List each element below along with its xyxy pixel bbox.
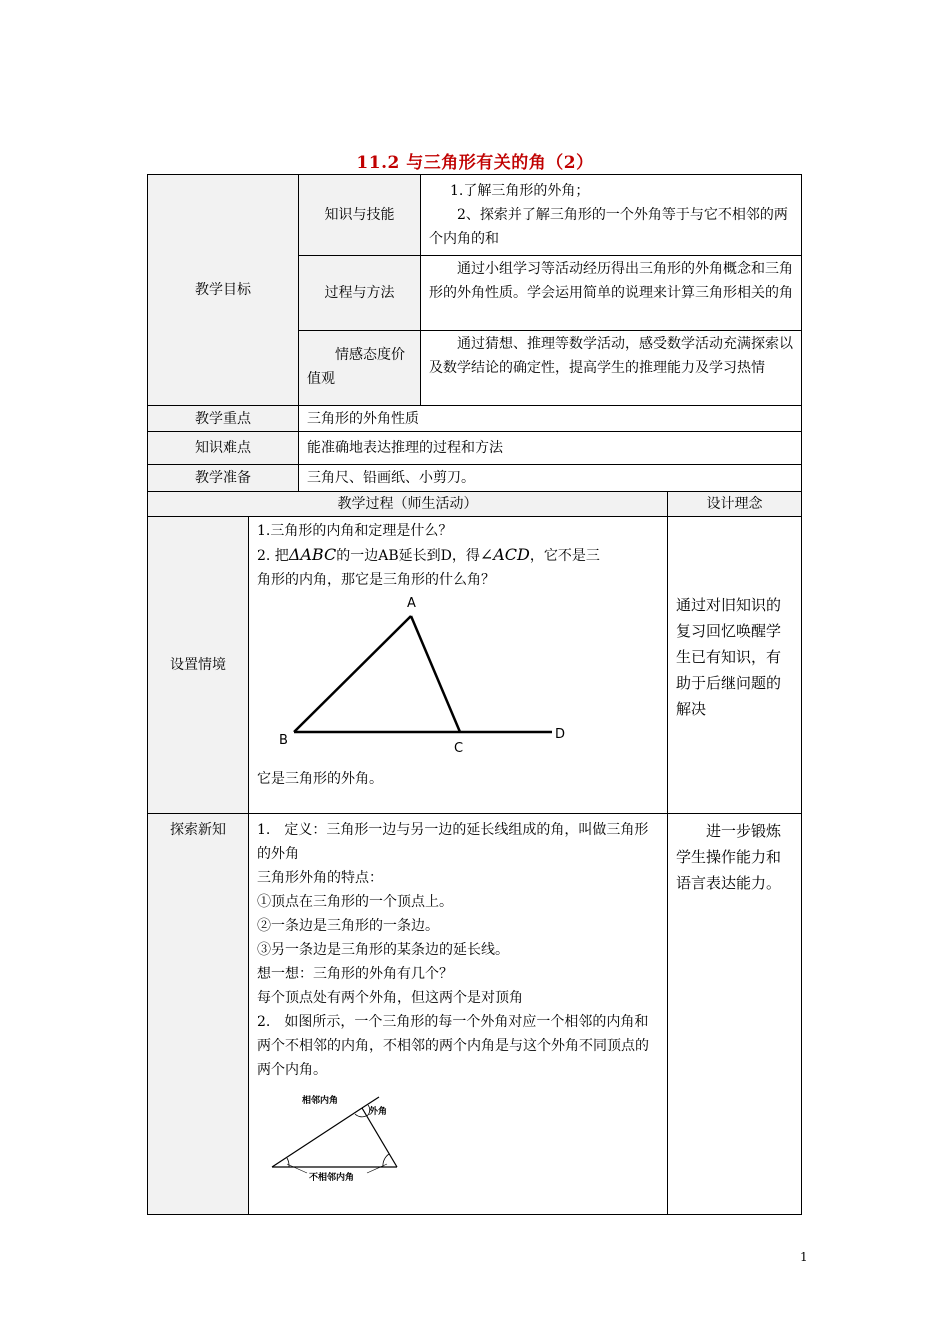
label-adjacent-interior-angle: 相邻内角 (302, 1096, 339, 1106)
difficulty-value: 能准确地表达推理的过程和方法 (298, 431, 802, 465)
triangle-abc-figure (274, 592, 584, 757)
situation-concept: 通过对旧知识的复习回忆唤醒学生已有知识，有助于后继问题的解决 (667, 516, 802, 814)
explore-feature-2: ②一条边是三角形的一条边。 (257, 918, 439, 934)
explore-label: 探索新知 (147, 813, 249, 1215)
explore-content (248, 813, 668, 1215)
label-non-adjacent-angles: 不相邻内角 (309, 1173, 355, 1183)
page-title: 11.2 与三角形有关的角（2） (356, 153, 594, 173)
objective-label-attitude: 情感态度价值观 (298, 330, 421, 406)
vertex-label-c: C (454, 741, 464, 756)
objective-knowledge-line2: 2、探索并了解三角形的一个外角等于与它不相邻的两个内角的和 (429, 207, 788, 247)
point-label-d: D (555, 727, 566, 742)
situation-content (248, 516, 668, 814)
exterior-angle-figure (267, 1092, 417, 1184)
objective-label-process: 过程与方法 (298, 255, 421, 331)
objectives-label: 教学目标 (147, 174, 299, 406)
explore-feature-1: ①顶点在三角形的一个顶点上。 (257, 894, 453, 910)
preparation-value: 三角尺、铅画纸、小剪刀。 (298, 464, 802, 492)
vertex-label-a: A (407, 596, 416, 611)
situation-question-1: 1.三角形的内角和定理是什么？ (257, 523, 453, 539)
explore-think-question: 想一想：三角形的外角有几个？ (257, 966, 453, 982)
situation-label: 设置情境 (147, 516, 249, 814)
objective-knowledge-line1: 1.了解三角形的外角； (450, 183, 590, 199)
page-number: 1 (800, 1250, 808, 1264)
objective-process: 通过小组学习等活动经历得出三角形的外角概念和三角形的外角性质。学会运用简单的说理来计算三角形相关的角 (420, 255, 802, 331)
explore-features-heading: 三角形外角的特点： (257, 870, 383, 886)
explore-concept: 进一步锻炼学生操作能力和语言表达能力。 (667, 813, 802, 1215)
difficulty-label: 知识难点 (147, 431, 299, 465)
explore-feature-3: ③另一条边是三角形的某条边的延长线。 (257, 942, 509, 958)
key-point-value: 三角形的外角性质 (298, 405, 802, 432)
objective-knowledge (420, 174, 802, 256)
objective-label-knowledge: 知识与技能 (298, 174, 421, 256)
situation-answer: 它是三角形的外角。 (257, 771, 383, 787)
explore-think-answer: 每个顶点处有两个外角，但这两个是对顶角 (257, 990, 523, 1006)
preparation-label: 教学准备 (147, 464, 299, 492)
key-point-label: 教学重点 (147, 405, 299, 432)
vertex-label-b: B (279, 733, 288, 748)
explore-property: 2. 如图所示，一个三角形的每一个外角对应一个相邻的内角和两个不相邻的内角，不相邻的两个内角是与这个外角不同顶点的两个内角。 (257, 1014, 649, 1078)
objective-attitude: 通过猜想、推理等数学活动，感受数学活动充满探索以及数学结论的确定性，提高学生的推理能力及学习热情 (420, 330, 802, 406)
situation-question-2-cont: 角形的内角，那它是三角形的什么角？ (257, 572, 495, 588)
process-header-activity: 教学过程（师生活动） (147, 491, 668, 517)
label-exterior-angle: 外角 (369, 1107, 388, 1117)
explore-definition: 1. 定义：三角形一边与另一边的延长线组成的角，叫做三角形的外角 (257, 822, 649, 862)
situation-question-2: 2. 把ΔABC的一边AB延长到D，得∠ACD，它不是三 (257, 545, 600, 564)
process-header-concept: 设计理念 (667, 491, 802, 517)
